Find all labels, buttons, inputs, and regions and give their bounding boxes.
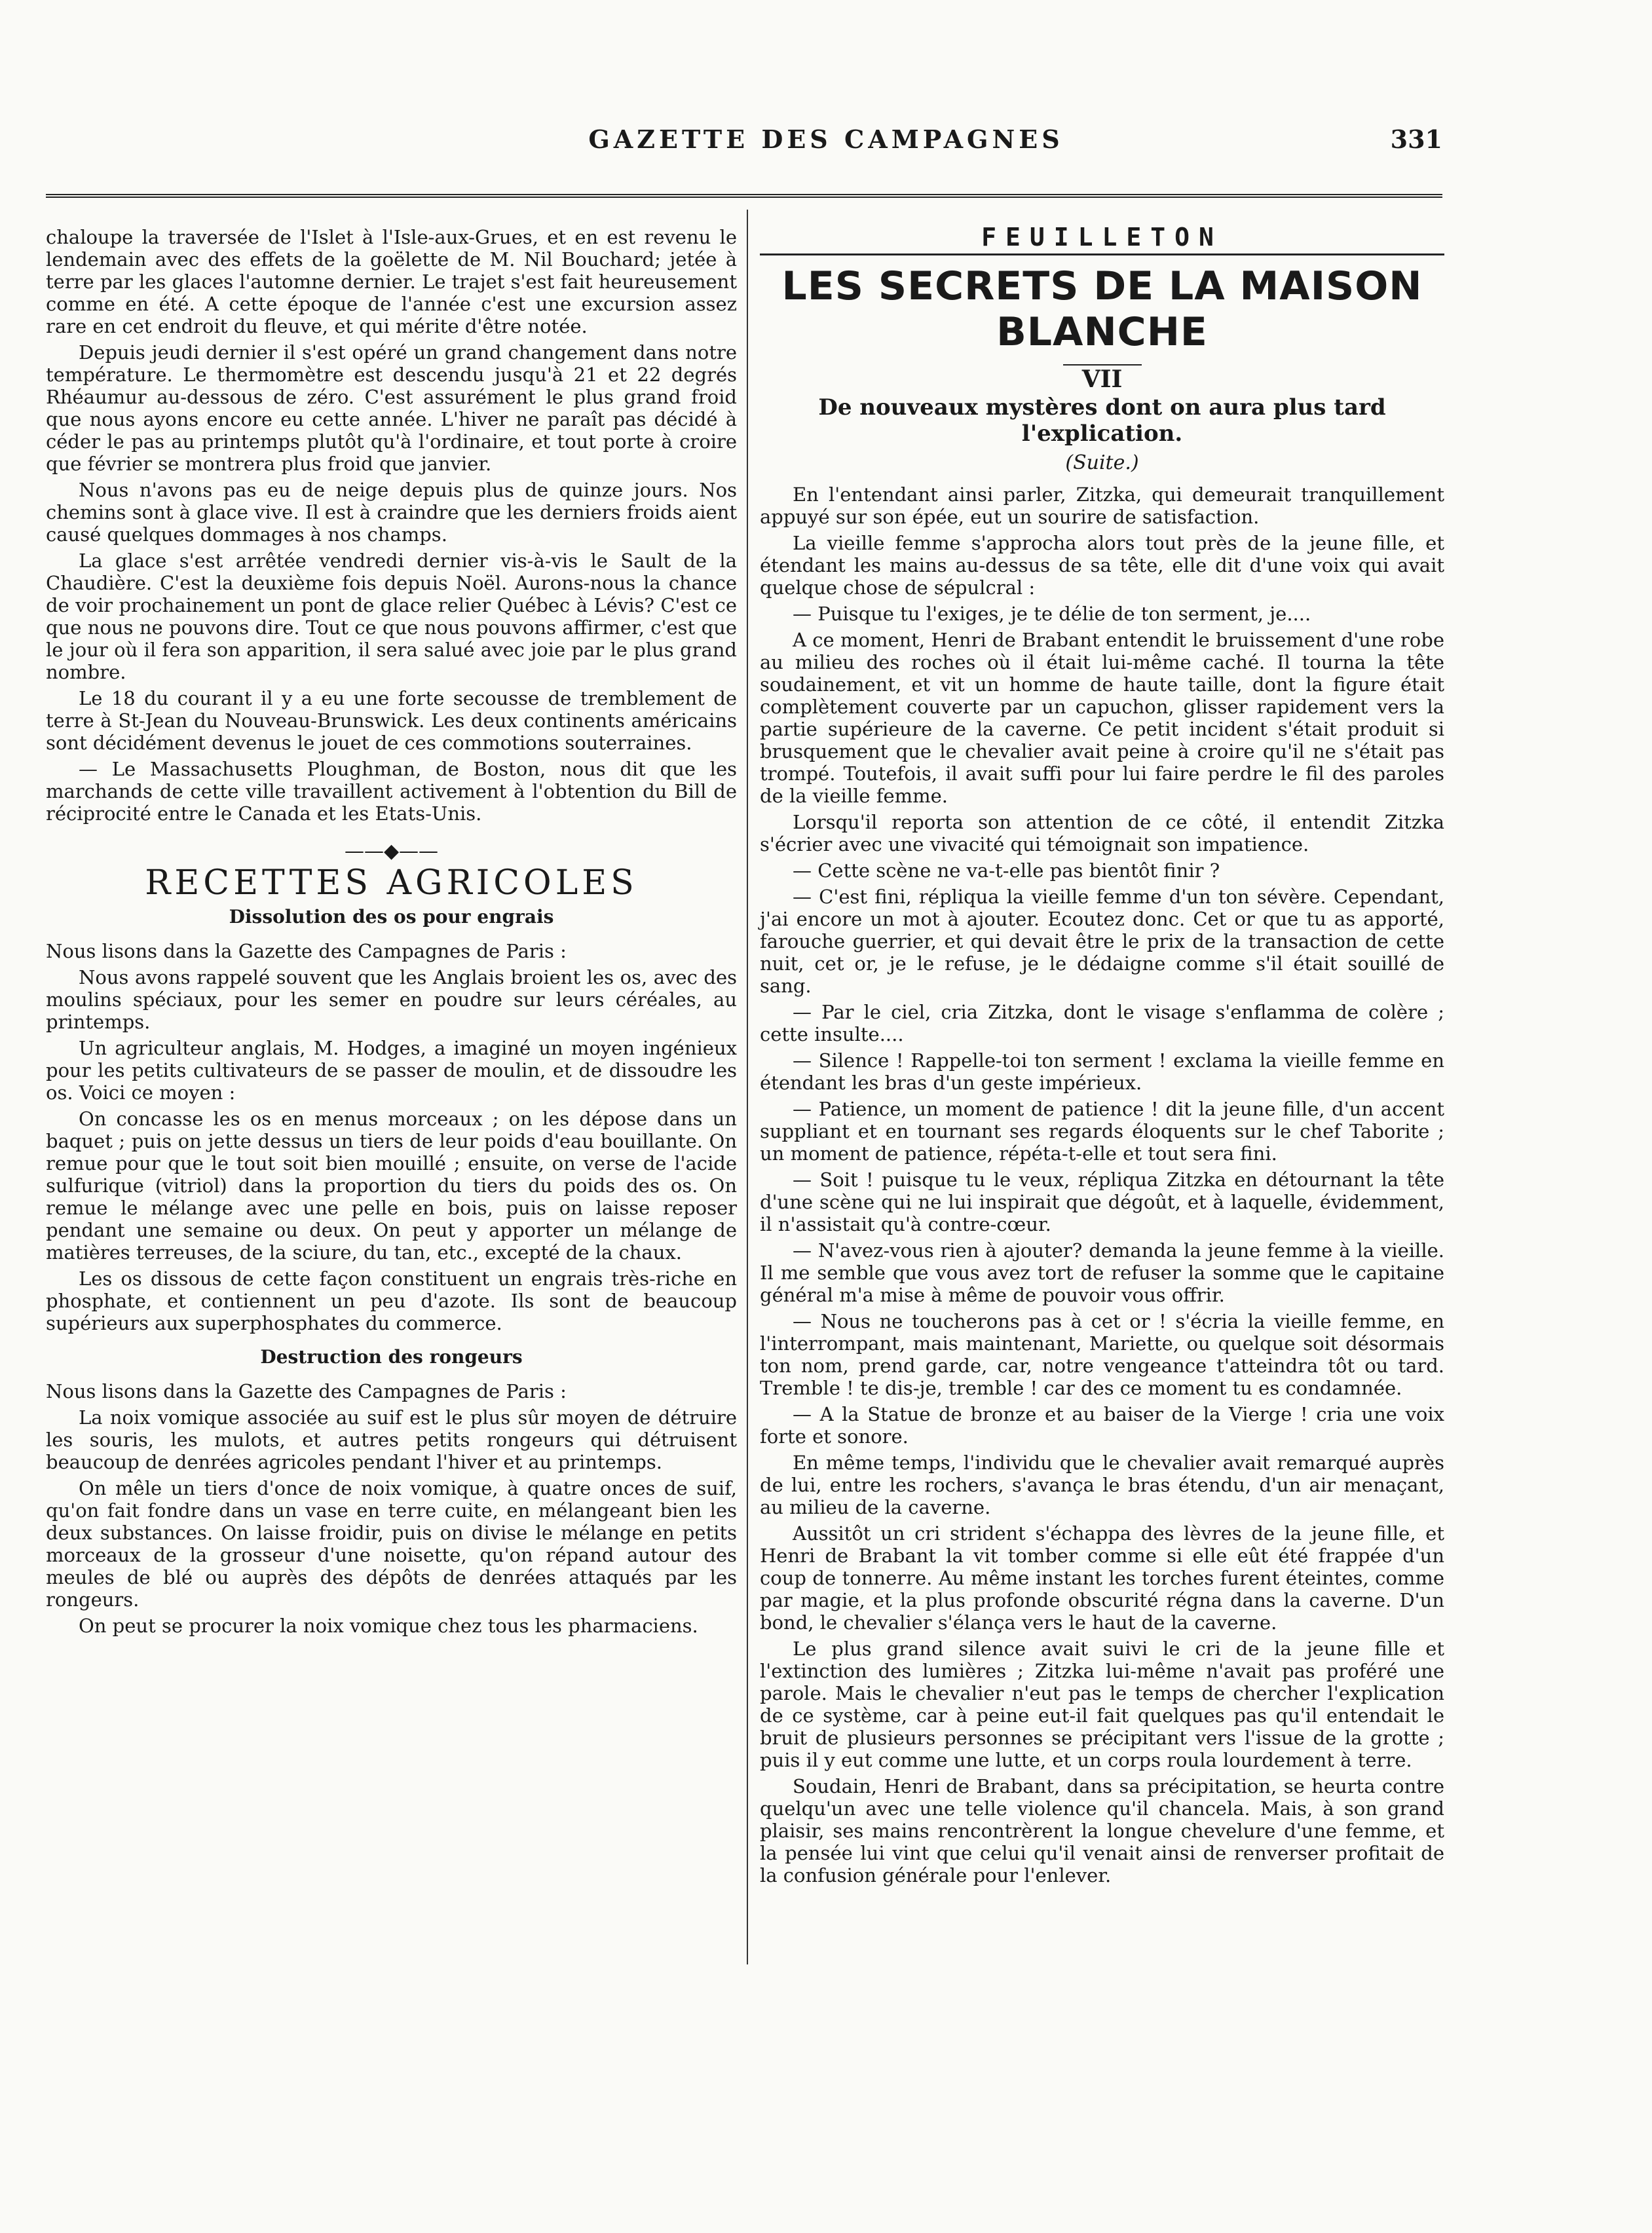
right-column <box>760 223 1444 1890</box>
story-paragraph: La vieille femme s'approcha alors tout près de la jeune fille, et étendant les mains au-dessus de sa tête, elle dit d'une voix qui avait quelque chose de sépulcral : <box>760 532 1444 599</box>
story-paragraph: A ce moment, Henri de Brabant entendit le bruissement d'une robe au milieu des roches où il était lui-même caché. Il tourna la tête soudainement, et vit un homme de haute taille, dont la figure était complètement couverte par un capuchon, glisser rapidement vers la partie supérieure de la caverne. Ce petit incident s'était produit si brusquement que le chevalier avait peine à croire qu'il ne s'était pas trompé. Toutefois, il avait suffi pour lui faire perdre le fil des paroles de la vieille femme. <box>760 629 1444 807</box>
story-paragraph: Lorsqu'il reporta son attention de ce côté, il entendit Zitzka s'écrier avec une vivacité qui témoignait son impatience. <box>760 811 1444 855</box>
news-paragraph: — Le Massachusetts Ploughman, de Boston, nous dit que les marchands de cette ville travaillent activement à l'obtention du Bill de réciprocité entre le Canada et les Etats-Unis. <box>46 758 737 825</box>
story-paragraph: Le plus grand silence avait suivi le cri de la jeune fille et l'extinction des lumières ; Zitzka lui-même n'avait pas proféré une parole. Mais le chevalier n'eut pas le temps de chercher l'explication de ce système, car à peine eut-il fait quelques pas qu'il entendait le bruit de plusieurs personnes se précipitant vers l'issue de la grotte ; puis il y eut comme une lutte, et un corps roula lourdement à terre. <box>760 1638 1444 1771</box>
running-head-title: GAZETTE DES CAMPAGNES <box>588 124 1064 154</box>
recipe-paragraph: Nous avons rappelé souvent que les Anglais broient les os, avec des moulins spéciaux, pour les semer en poudre sur leurs céréales, au printemps. <box>46 966 737 1033</box>
subhead-rongeurs: Destruction des rongeurs <box>260 1346 523 1368</box>
subhead-dissolution: Dissolution des os pour engrais <box>229 906 554 928</box>
suite-label: (Suite.) <box>1065 451 1139 474</box>
header-rule <box>46 194 1442 198</box>
news-paragraph: Depuis jeudi dernier il s'est opéré un grand changement dans notre température. Le thermomètre est descendu jusqu'à 21 et 22 degrés Rhéaumur au-dessous de zéro. C'est assurément le plus grand froid que nous ayons encore eu cette année. L'hiver ne paraît pas décidé à céder le pas au printemps plutôt qu'à l'ordinaire, et tout porte à croire que février se montrera plus froid que janvier. <box>46 341 737 475</box>
story-paragraph: — Soit ! puisque tu le veux, répliqua Zitzka en détournant la tête d'une scène qui ne lui inspirait que dégoût, et à laquelle, évidemment, il n'assistait qu'à contre-cœur. <box>760 1169 1444 1235</box>
column-divider <box>747 210 748 1964</box>
recipe-paragraph: On peut se procurer la noix vomique chez tous les pharmaciens. <box>79 1615 698 1637</box>
section-ornament: ——◆—— <box>344 840 439 863</box>
serial-title: LES SECRETS DE LA MAISON BLANCHE <box>781 263 1423 355</box>
story-paragraph: En même temps, l'individu que le chevalier avait remarqué auprès de lui, entre les rochers, s'avança le bras étendu, d'un air menaçant, au milieu de la caverne. <box>760 1452 1444 1518</box>
chapter-title: De nouveaux mystères dont on aura plus tard l'explication. <box>818 394 1386 447</box>
story-paragraph: — Cette scène ne va-t-elle pas bientôt finir ? <box>793 859 1220 882</box>
story-paragraph: — C'est fini, répliqua la vieille femme d'un ton sévère. Cependant, j'ai encore un mot à ajouter. Ecoutez donc. Cet or que tu as apporté, farouche guerrier, et qui devait être le prix de la transaction de cette nuit, cet or, je le refuse, je le dédaigne comme s'il était souillé de sang. <box>760 886 1444 997</box>
story-paragraph: — Puisque tu l'exiges, je te délie de ton serment, je.... <box>793 603 1311 625</box>
news-paragraph: Nous n'avons pas eu de neige depuis plus de quinze jours. Nos chemins sont à glace vive. Il est à craindre que les derniers froids aient causé quelques dommages à nos champs. <box>46 479 737 546</box>
section-title-recettes: RECETTES AGRICOLES <box>145 863 638 903</box>
recipe-paragraph: Un agriculteur anglais, M. Hodges, a imaginé un moyen ingénieux pour les petits cultivateurs de se passer de moulin, et de dissoudre les os. Voici ce moyen : <box>46 1037 737 1104</box>
story-paragraph: — Silence ! Rappelle-toi ton serment ! exclama la vieille femme en étendant les bras d'un geste impérieux. <box>760 1049 1444 1094</box>
chapter-number: VII <box>1081 366 1123 393</box>
recipe-paragraph: On concasse les os en menus morceaux ; on les dépose dans un baquet ; puis on jette dessus un tiers de leur poids d'eau bouillante. On remue pour que le tout soit bien mouillé ; ensuite, on verse de l'acide sulfurique (vitriol) dans la proportion du tiers du poids des os. On remue le mélange avec une pelle en bois, puis on laisse reposer pendant une semaine ou deux. On peut y apporter un mélange de matières terreuses, de la sciure, du tan, etc., excepté de la chaux. <box>46 1108 737 1264</box>
story-paragraph: — N'avez-vous rien à ajouter? demanda la jeune femme à la vieille. Il me semble que vous avez tort de refuser la somme que le capitaine général m'a mise à même de pouvoir vous offrir. <box>760 1239 1444 1306</box>
recipe-paragraph: Nous lisons dans la Gazette des Campagnes de Paris : <box>46 940 567 962</box>
story-paragraph: Soudain, Henri de Brabant, dans sa précipitation, se heurta contre quelqu'un avec une telle violence qu'il chancela. Mais, à son grand plaisir, ses mains rencontrèrent la longue chevelure d'une femme, et la pensée lui vint que celui qu'il venait ainsi de renverser profitait de la confusion générale pour l'enlever. <box>760 1775 1444 1886</box>
story-paragraph: En l'entendant ainsi parler, Zitzka, qui demeurait tranquillement appuyé sur son épée, eut un sourire de satisfaction. <box>760 483 1444 528</box>
recipe-paragraph: On mêle un tiers d'once de noix vomique, à quatre onces de suif, qu'on fait fondre dans un vase en terre cuite, en mélangeant bien les deux substances. On laisse froidir, puis on divise le mélange en petits morceaux de la grosseur d'une noisette, qu'on répand autour des meules de blé ou auprès des dépôts de denrées attaqués par les rongeurs. <box>46 1477 737 1611</box>
news-paragraph: La glace s'est arrêtée vendredi dernier vis-à-vis le Sault de la Chaudière. C'est la deuxième fois depuis Noël. Aurons-nous la chance de voir prochainement un pont de glace relier Québec à Lévis? C'est ce que nous ne pouvons dire. Tout ce que nous pouvons affirmer, c'est que le jour où il fera son apparition, il sera salué avec joie par le plus grand nombre. <box>46 550 737 683</box>
story-paragraph: — Patience, un moment de patience ! dit la jeune fille, d'un accent suppliant et en tournant ses regards éloquents sur le chef Taborite ; un moment de patience, répéta-t-elle et tout sera fini. <box>760 1098 1444 1165</box>
story-paragraph: — Par le ciel, cria Zitzka, dont le visage s'enflamma de colère ; cette insulte.... <box>760 1001 1444 1045</box>
news-paragraph: Le 18 du courant il y a eu une forte secousse de tremblement de terre à St-Jean du Nouveau-Brunswick. Les deux continents américains sont décidément devenus le jouet de ces commotions souterraines. <box>46 687 737 754</box>
recipe-paragraph: La noix vomique associée au suif est le plus sûr moyen de détruire les souris, les mulots, et autres petits rongeurs qui détruisent beaucoup de denrées agricoles pendant l'hiver et au printemps. <box>46 1406 737 1473</box>
story-paragraph: Aussitôt un cri strident s'échappa des lèvres de la jeune fille, et Henri de Brabant la vit tomber comme si elle eût été frappée d'un coup de tonnerre. Au même instant les torches furent éteintes, comme par magie, et la plus profonde obscurité régna dans la caverne. D'un bond, le chevalier s'élança vers le haut de la caverne. <box>760 1522 1444 1634</box>
left-column <box>46 226 737 1641</box>
story-paragraph: — Nous ne toucherons pas à cet or ! s'écria la vieille femme, en l'interrompant, mais maintenant, Mariette, ou quelque soit désormais ton nom, prend garde, car, notre vengeance t'atteindra tôt ou tard. Tremble ! te dis-je, tremble ! car des ce moment tu es condamnée. <box>760 1310 1444 1399</box>
feuilleton-heading: FEUILLETON <box>760 226 1444 255</box>
running-head <box>0 124 1652 164</box>
story-paragraph: — A la Statue de bronze et au baiser de la Vierge ! cria une voix forte et sonore. <box>760 1403 1444 1448</box>
page-number: 331 <box>1390 124 1442 154</box>
recipe-paragraph: Nous lisons dans la Gazette des Campagnes de Paris : <box>46 1380 567 1402</box>
recipe-paragraph: Les os dissous de cette façon constituent un engrais très-riche en phosphate, et contiennent un peu d'azote. Ils sont de beaucoup supérieurs aux superphosphates du commerce. <box>46 1267 737 1334</box>
news-paragraph: chaloupe la traversée de l'Islet à l'Isle-aux-Grues, et en est revenu le lendemain avec des effets de la goëlette de M. Nil Bouchard; jetée à terre par les glaces l'automne dernier. Le trajet s'est fait heureusement comme en été. A cette époque de l'année c'est une excursion assez rare en cet endroit du fleuve, et qui mérite d'être notée. <box>46 226 737 337</box>
